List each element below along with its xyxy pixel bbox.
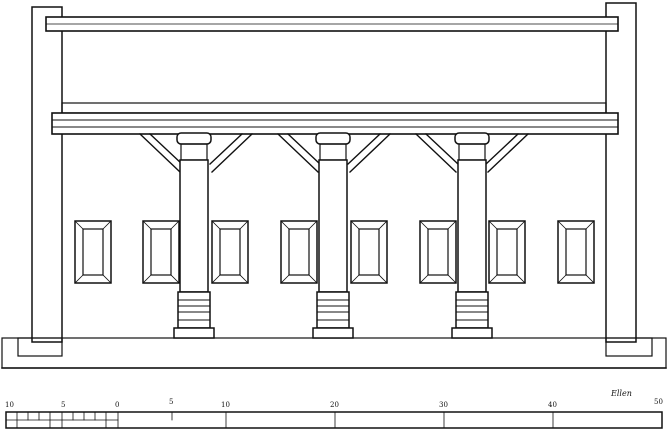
window — [351, 221, 387, 283]
window — [489, 221, 525, 283]
scale-tick-label: 0 — [115, 401, 120, 409]
window — [143, 221, 179, 283]
scale-tick-label: 10 — [221, 401, 230, 409]
scale-tick-label: 40 — [548, 401, 557, 409]
scale-tick-label: 30 — [439, 401, 448, 409]
ground-foundation — [2, 338, 666, 368]
window — [420, 221, 456, 283]
scale-tick-label: 10 — [5, 401, 14, 409]
window — [281, 221, 317, 283]
window — [212, 221, 248, 283]
scale-tick-label: 5 — [61, 401, 66, 409]
window — [558, 221, 594, 283]
scale-bar — [5, 389, 663, 428]
scale-tick-label: 5 — [169, 398, 174, 406]
roof-slab — [52, 103, 618, 134]
scale-tick-label: 50 — [654, 398, 663, 406]
upper-roof-beam — [46, 17, 618, 31]
scale-tick-label: 20 — [330, 401, 339, 409]
window — [75, 221, 111, 283]
left-wall — [18, 7, 62, 356]
column — [452, 133, 492, 338]
right-wall — [606, 3, 652, 356]
column — [174, 133, 214, 338]
scale-unit-label: Ellen — [611, 389, 632, 398]
column — [313, 133, 353, 338]
